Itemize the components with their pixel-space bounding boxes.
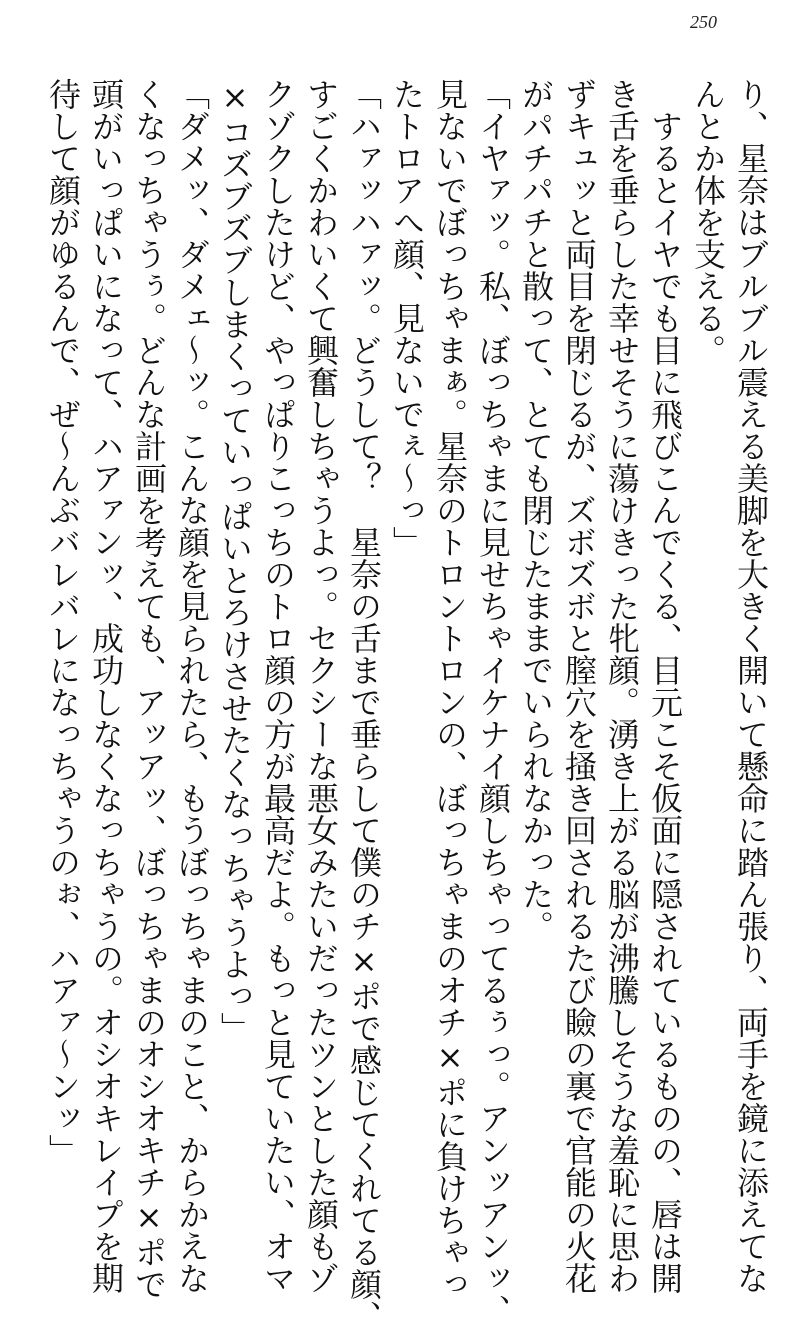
text-line: んとか体を支える。 bbox=[689, 78, 727, 366]
body-text bbox=[12, 78, 772, 1332]
text-line: するとイヤでも目に飛びこんでくる、目元こそ仮面に隠されているものの、唇は開 bbox=[646, 78, 684, 1294]
text-line: き舌を垂らした幸せそうに蕩けきった牝顔。湧き上がる脳が沸騰しそうな羞恥に思わ bbox=[603, 78, 641, 1294]
page-number: 250 bbox=[690, 12, 717, 32]
text-line: ×コズブズブしまくっていっぱいとろけさせたくなっちゃうよっ」 bbox=[216, 78, 254, 1044]
text-line: 「イヤァッ。私、ぼっちゃまに見せちゃイケナイ顔しちゃってるぅっ。アンッアンッ、 bbox=[474, 78, 512, 1326]
text-line: がパチパチと散って、とても閉じたままでいられなかった。 bbox=[517, 78, 555, 942]
text-line: 見ないでぼっちゃまぁ。星奈のトロントロンの、ぼっちゃまのオチ×ポに負けちゃっ bbox=[431, 78, 469, 1300]
text-line: 「ダメッ、ダメェ～ッ。こんな顔を見られたら、もうぼっちゃまのこと、からかえな bbox=[173, 78, 211, 1294]
text-line: 頭がいっぱいになって、ハアァンッ、成功しなくなっちゃうの。オシオキレイプを期 bbox=[87, 78, 125, 1294]
text-line: 待して顔がゆるんで、ぜ～んぶバレバレになっちゃうのぉ、ハアァ～ンッ」 bbox=[44, 78, 82, 1166]
text-line: くなっちゃうぅ。どんな計画を考えても、アッアッ、ぼっちゃまのオシオキチ×ポで bbox=[130, 78, 168, 1300]
text-line: すごくかわいくて興奮しちゃうよっ。セクシーな悪女みたいだったツンとした顔もゾ bbox=[302, 78, 340, 1294]
text-line: たトロアへ顔、見ないでぇ～っ」 bbox=[388, 78, 426, 558]
text-line: ずキュッと両目を閉じるが、ズボズボと膣穴を掻き回されるたび瞼の裏で官能の火花 bbox=[560, 78, 598, 1294]
text-line: 「ハァッハァッ。どうして？ 星奈の舌まで垂らして僕のチ×ポで感じてくれてる顔、 bbox=[345, 78, 383, 1332]
text-line: クゾクしたけど、やっぱりこっちのトロ顔の方が最高だよ。もっと見ていたい、オマ bbox=[259, 78, 297, 1294]
text-line: り、星奈はブルブル震える美脚を大きく開いて懸命に踏ん張り、両手を鏡に添えてな bbox=[732, 78, 770, 1294]
